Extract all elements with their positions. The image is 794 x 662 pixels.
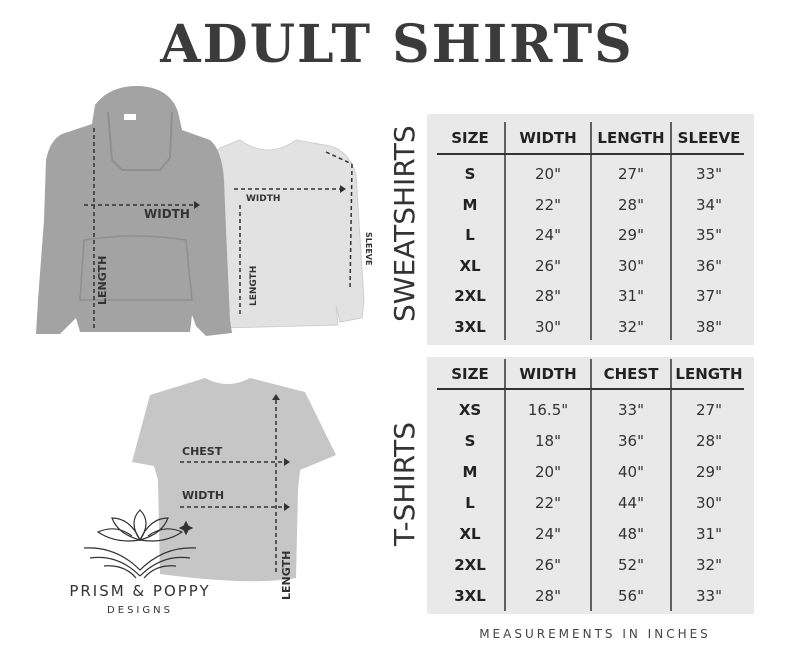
measurement-cell: 31"	[618, 287, 644, 305]
tee-chest-label: CHEST	[182, 445, 223, 458]
measurement-cell: 36"	[696, 256, 722, 275]
hoodie-illustration	[36, 86, 232, 336]
column-header: WIDTH	[519, 365, 577, 383]
sweatshirts-label: SWEATSHIRTS	[388, 125, 421, 322]
crewneck-width-label: WIDTH	[246, 194, 281, 204]
measurement-cell: 24"	[535, 525, 561, 543]
measurement-cell: 24"	[535, 226, 561, 244]
measurement-cell: 22"	[535, 195, 561, 214]
size-cell: 3XL	[454, 587, 486, 605]
column-header: SIZE	[451, 365, 489, 383]
size-cell: L	[465, 226, 475, 244]
column-header: SIZE	[451, 129, 489, 147]
brand-subtitle: DESIGNS	[107, 605, 173, 616]
tshirts-label: T-SHIRTS	[388, 421, 421, 546]
column-header: LENGTH	[675, 365, 743, 383]
measurement-cell: 40"	[618, 463, 644, 481]
measurement-cell: 32"	[696, 556, 722, 574]
measurement-cell: 33"	[618, 401, 644, 419]
measurement-cell: 28"	[696, 432, 722, 450]
lotus-logo-icon	[76, 504, 204, 582]
column-header: WIDTH	[519, 129, 577, 147]
measurements-note: MEASUREMENTS IN INCHES	[479, 627, 711, 641]
measurement-cell: 33"	[696, 587, 722, 605]
column-header: LENGTH	[597, 129, 665, 147]
tshirts-size-table	[427, 357, 754, 614]
size-cell: XL	[459, 256, 481, 275]
measurement-cell: 36"	[618, 432, 644, 450]
crewneck-length-label: LENGTH	[249, 265, 259, 306]
measurement-cell: 29"	[618, 226, 644, 244]
crewneck-sleeve-label: SLEEVE	[364, 232, 373, 266]
measurement-cell: 27"	[696, 401, 722, 419]
measurement-cell: 26"	[535, 256, 561, 275]
brand-name: PRISM & POPPY	[69, 582, 211, 600]
size-cell: 2XL	[454, 556, 486, 574]
measurement-cell: 20"	[535, 463, 561, 481]
page-title: ADULT SHIRTS	[160, 14, 634, 75]
size-cell: M	[462, 463, 478, 481]
sweatshirts-size-table	[427, 114, 754, 345]
measurement-cell: 18"	[535, 432, 561, 450]
size-cell: 2XL	[454, 287, 486, 305]
measurement-cell: 52"	[618, 556, 644, 574]
size-cell: M	[462, 195, 478, 214]
measurement-cell: 22"	[535, 494, 561, 512]
column-header: SLEEVE	[677, 129, 741, 147]
tee-length-label: LENGTH	[280, 550, 293, 600]
measurement-cell: 16.5"	[527, 401, 569, 419]
column-header: CHEST	[603, 365, 659, 383]
measurement-cell: 44"	[618, 494, 644, 512]
measurement-cell: 31"	[696, 525, 722, 543]
size-cell: XL	[459, 525, 481, 543]
measurement-cell: 28"	[535, 587, 561, 605]
measurement-cell: 28"	[535, 287, 561, 305]
measurement-cell: 30"	[696, 494, 722, 512]
size-cell: 3XL	[454, 317, 486, 336]
measurement-cell: 30"	[618, 256, 644, 275]
measurement-cell: 37"	[696, 287, 722, 305]
measurement-cell: 20"	[535, 165, 561, 183]
size-cell: S	[464, 165, 476, 183]
measurement-cell: 34"	[696, 195, 722, 214]
measurement-cell: 30"	[535, 317, 561, 336]
measurement-cell: 35"	[696, 226, 722, 244]
size-cell: L	[465, 494, 475, 512]
table-grid-lines	[427, 357, 754, 614]
measurement-cell: 27"	[618, 165, 644, 183]
measurement-cell: 38"	[696, 317, 722, 336]
size-cell: S	[464, 432, 476, 450]
measurement-cell: 56"	[618, 587, 644, 605]
measurement-cell: 28"	[618, 195, 644, 214]
measurement-cell: 48"	[618, 525, 644, 543]
measurement-cell: 32"	[618, 317, 644, 336]
hoodie-length-label: LENGTH	[96, 255, 109, 305]
measurement-cell: 33"	[696, 165, 722, 183]
measurement-cell: 26"	[535, 556, 561, 574]
size-cell: XS	[458, 401, 482, 419]
tee-width-label: WIDTH	[182, 489, 225, 502]
measurement-cell: 29"	[696, 463, 722, 481]
hoodie-width-label: WIDTH	[144, 207, 190, 221]
